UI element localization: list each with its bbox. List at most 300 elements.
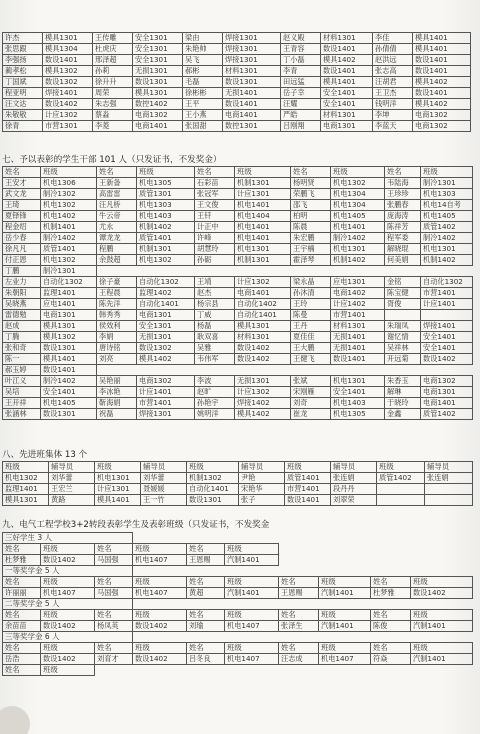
table-cell: 李青 (281, 66, 321, 77)
table-cell: 梁永晶 (291, 277, 331, 288)
table-cell: 韦陆海 (385, 178, 421, 189)
table-cell: 电商1301 (41, 310, 97, 321)
table-cell: 黄超 (187, 588, 225, 599)
table-cell: 模具1301 (235, 321, 291, 332)
table-cell: 数设1402 (41, 621, 95, 632)
table-cell: 赵杰 (195, 288, 235, 299)
table-cell: 杜梦雅 (371, 588, 411, 599)
table-cell: 吴艳丽 (97, 376, 137, 387)
table-cell: 数设1401 (331, 354, 385, 365)
table-header-cell: 班级 (285, 462, 331, 473)
table-cell: 马国强 (95, 588, 133, 599)
table-cell: 数设1301 (223, 77, 281, 88)
table-row (3, 621, 473, 632)
table-cell: 孙莉 (93, 66, 133, 77)
table-cell: 计应1401 (421, 299, 473, 310)
table-cell: 陈俊 (371, 621, 411, 632)
table-cell: 机电1402 (41, 211, 97, 222)
table-cell: 机电1302 (137, 255, 195, 266)
table-cell: 孙倩倩 (373, 44, 413, 55)
table-cell: 夏佳佳 (291, 332, 331, 343)
table-cell: 应电1401 (41, 299, 97, 310)
table-row (3, 66, 471, 77)
table-header-cell: 姓名 (3, 167, 41, 178)
table-row (3, 222, 473, 233)
table-cell (425, 495, 473, 506)
table-cell: 数设1302 (137, 343, 195, 354)
table-row (3, 299, 473, 310)
table-header-cell: 姓名 (95, 577, 133, 588)
section7-table (2, 166, 473, 420)
table-cell: 电商1302 (413, 110, 471, 121)
table-header-cell: 姓名 (371, 577, 411, 588)
table-cell: 张子 (239, 495, 285, 506)
table-cell: 模具1304 (43, 44, 93, 55)
table-header-cell: 班级 (133, 577, 187, 588)
table-cell (133, 632, 473, 643)
table-cell: 郝玉婷 (3, 365, 41, 376)
table-cell: 夏铎锋 (3, 211, 41, 222)
table-row (3, 288, 473, 299)
table-cell: 材料1301 (223, 66, 281, 77)
table-header-cell: 姓名 (187, 544, 225, 555)
table-header-cell: 姓名 (187, 643, 225, 654)
table-cell: 赵旷 (195, 387, 235, 398)
table-cell: 数设1301 (41, 343, 97, 354)
table-cell: 王恩赐 (187, 555, 225, 566)
table-cell (421, 310, 473, 321)
table-header-cell: 姓名 (187, 610, 225, 621)
table-header-row (3, 167, 473, 178)
table-cell: 杨磊 (195, 321, 235, 332)
table-header-cell: 辅导员 (239, 462, 285, 473)
table-cell: 数控1301 (223, 121, 281, 132)
table-cell: 耿双喜 (195, 332, 235, 343)
table-row (3, 110, 471, 121)
table-cell: 刘瑜 (187, 621, 225, 632)
table-cell: 自动化1302 (137, 277, 195, 288)
table-row (3, 55, 471, 66)
table-header-cell: 班级 (41, 167, 97, 178)
table-header-row (3, 544, 473, 555)
table-header-cell: 班级 (411, 643, 473, 654)
table-cell: 于晓玲 (385, 398, 421, 409)
table-cell: 丁威 (195, 310, 235, 321)
table-cell: 机电1302 (41, 200, 97, 211)
table-cell: 王靖 (195, 277, 235, 288)
table-cell: 汽制1401 (225, 588, 279, 599)
table-header-cell: 姓名 (291, 167, 331, 178)
table-header-cell: 辅导员 (49, 462, 95, 473)
table-cell: 机电1303 (421, 189, 473, 200)
table-cell: 宋艳华 (239, 484, 285, 495)
table-cell: 焊接1401 (43, 88, 93, 99)
table-cell: 谢忆情 (385, 332, 421, 343)
table-cell: 石彩苗 (195, 178, 235, 189)
section8-title: 八、先进班集体 13 个 (2, 450, 88, 460)
table-cell: 机电1305 (331, 409, 385, 420)
table-cell: 岳少春 (3, 233, 41, 244)
table-cell: 朱宏鹏 (291, 233, 331, 244)
table-cell: 左业力 (3, 277, 41, 288)
table-header-cell: 姓名 (97, 167, 137, 178)
table-cell: 朱香玉 (385, 376, 421, 387)
table-cell: 谭龙龙 (97, 233, 137, 244)
top-roster-table (2, 32, 471, 132)
table-cell: 李菱 (93, 121, 133, 132)
table-header-cell: 姓名 (371, 643, 411, 654)
table-cell: 王宇楠 (291, 244, 331, 255)
table-cell: 刘翠荣 (331, 495, 377, 506)
table-cell: 王琦 (3, 200, 41, 211)
table-cell: 数设1401 (285, 495, 331, 506)
table-header-row (3, 643, 473, 654)
table-cell: 朱瑞凤 (385, 321, 421, 332)
table-cell: 焊接1301 (223, 33, 281, 44)
table-row (3, 321, 473, 332)
group-label-row (3, 566, 473, 577)
table-cell: 聂媛媛 (141, 484, 187, 495)
table-cell: 王新备 (97, 178, 137, 189)
table-cell: 赵洪远 (373, 55, 413, 66)
table-cell: 王青容 (281, 44, 321, 55)
table-row (3, 654, 473, 665)
table-cell: 安全1401 (421, 343, 473, 354)
table-cell: 计应1302 (235, 277, 291, 288)
table-cell: 材料1301 (321, 33, 373, 44)
table-cell: 自动化1401 (235, 310, 291, 321)
table-header-cell: 班级 (319, 643, 371, 654)
table-cell: 胥俊 (385, 299, 421, 310)
table-header-cell: 姓名 (279, 643, 319, 654)
table-cell: 崔龙 (291, 409, 331, 420)
table-cell: 张国甜 (183, 121, 223, 132)
table-cell: 无损1301 (133, 66, 183, 77)
table-cell: 模具1402 (137, 354, 195, 365)
table-row (3, 588, 473, 599)
table-cell: 模具1402 (235, 409, 291, 420)
table-header-cell: 班级 (41, 665, 95, 676)
table-row (3, 266, 473, 277)
table-header-cell: 班级 (137, 167, 195, 178)
table-cell: 机制1401 (41, 222, 97, 233)
table-header-cell: 姓名 (279, 610, 319, 621)
table-cell: 模具1302 (41, 332, 97, 343)
table-row (3, 376, 473, 387)
table-header-cell: 班级 (41, 577, 95, 588)
table-header-row (3, 610, 473, 621)
table-row (3, 211, 473, 222)
table-cell: 机电1301 (331, 376, 385, 387)
table-cell: 赵成 (3, 321, 41, 332)
table-cell: 模具1401 (41, 354, 97, 365)
table-row (3, 88, 471, 99)
table-cell: 徐子豪 (97, 277, 137, 288)
table-cell: 机电1407 (319, 654, 371, 665)
table-cell: 严皓 (281, 110, 321, 121)
table-header-cell: 班级 (331, 167, 385, 178)
table-cell: 徐凡凡 (3, 244, 41, 255)
table-header-cell: 姓名 (195, 167, 235, 178)
table-cell: 机电1401 (235, 222, 291, 233)
table-cell: 计应1402 (331, 299, 385, 310)
table-cell (97, 365, 473, 376)
table-cell: 程金绍 (3, 222, 41, 233)
table-cell: 焊接1402 (235, 398, 291, 409)
table-cell: 材料1301 (321, 110, 373, 121)
table-cell: 姚明洋 (195, 409, 235, 420)
table-cell: 计应1301 (235, 189, 291, 200)
table-cell: 吴祥林 (385, 343, 421, 354)
group-label-row (3, 533, 473, 544)
table-cell: 宋刚雁 (291, 387, 331, 398)
table-cell: 电商1301 (321, 121, 373, 132)
table-cell: 模具1301 (43, 33, 93, 44)
table-row (3, 77, 471, 88)
table-cell: 杨宗县 (195, 299, 235, 310)
table-cell: 黄路 (49, 495, 95, 506)
table-cell: 电商1401 (235, 288, 291, 299)
table-cell: 开远菊 (385, 354, 421, 365)
table-cell: 王丹 (291, 321, 331, 332)
table-cell: 汪凡桥 (97, 200, 137, 211)
table-row (3, 387, 473, 398)
table-cell: 数设1402 (41, 654, 95, 665)
table-cell: 雷德勉 (3, 310, 41, 321)
table-cell: 市营1401 (285, 484, 331, 495)
table-cell: 机电1407 (133, 555, 187, 566)
table-header-cell: 姓名 (95, 610, 133, 621)
table-cell: 朱敬敬 (3, 110, 43, 121)
table-row (3, 255, 473, 266)
table-cell (97, 266, 473, 277)
table-cell: 机电1405 (331, 211, 385, 222)
table-header-cell: 姓名 (95, 643, 133, 654)
table-cell: 徐升升 (93, 77, 133, 88)
table-cell: 徐青 (3, 121, 43, 132)
table-cell: 梁由 (183, 33, 223, 44)
table-row (3, 277, 473, 288)
table-header-cell: 班级 (3, 462, 49, 473)
table-cell: 电商1401 (133, 121, 183, 132)
group-label: 三好学生 3 人 (3, 533, 133, 544)
table-cell: 王宏兰 (49, 484, 95, 495)
table-cell: 金铭 (385, 277, 421, 288)
table-cell (279, 544, 473, 555)
table-cell: 安全1401 (321, 88, 373, 99)
table-header-cell: 班级 (187, 462, 239, 473)
table-cell: 制冷1301 (41, 266, 97, 277)
table-cell: 岳浩 (3, 654, 41, 665)
table-cell: 张和奇 (3, 343, 41, 354)
table-cell: 许杰 (3, 33, 43, 44)
group-label: 二等奖学金 5 人 (3, 599, 133, 610)
table-cell (279, 555, 473, 566)
table-cell: 陈曼 (291, 310, 331, 321)
table-cell: 监理1401 (3, 484, 49, 495)
table-cell: 刘华蕾 (141, 473, 187, 484)
table-cell: 机电1304 (331, 200, 385, 211)
table-cell: 王大鹏 (291, 343, 331, 354)
table-cell: 王开祥 (3, 398, 41, 409)
table-header-cell: 姓名 (3, 610, 41, 621)
table-cell: 安全1301 (133, 55, 183, 66)
table-header-cell: 班级 (319, 610, 371, 621)
table-cell: 王一竹 (141, 495, 187, 506)
table-cell: 电商1302 (137, 376, 195, 387)
table-cell: 柏明 (291, 211, 331, 222)
table-header-row (3, 462, 473, 473)
table-header-cell: 班级 (421, 167, 473, 178)
table-cell: 无损1301 (235, 376, 291, 387)
table-row (3, 233, 473, 244)
table-cell (133, 566, 473, 577)
table-cell: 模具1301 (3, 495, 49, 506)
table-cell: 王小燕 (183, 110, 223, 121)
table-cell: 机电1302 (41, 255, 97, 266)
table-cell: 数设1402 (411, 588, 473, 599)
table-cell: 毛磊 (183, 77, 223, 88)
table-cell: 数设1402 (43, 99, 93, 110)
table-cell: 计应1302 (43, 110, 93, 121)
table-header-cell: 班级 (95, 462, 141, 473)
table-row (3, 121, 471, 132)
table-cell: 叶江义 (3, 376, 41, 387)
table-cell: 自动化1401 (187, 484, 239, 495)
table-cell: 张连娟 (331, 473, 377, 484)
table-cell: 无损1301 (137, 332, 195, 343)
table-cell: 数设1401 (43, 55, 93, 66)
table-cell: 李佳 (373, 33, 413, 44)
table-cell: 制冷1302 (41, 189, 97, 200)
table-cell: 市营1401 (421, 288, 473, 299)
table-cell: 汪志成 (279, 654, 319, 665)
table-header-cell: 班级 (225, 610, 279, 621)
table-cell: 张泽生 (279, 621, 319, 632)
table-cell: 丁国斌 (3, 77, 43, 88)
table-header-cell: 班级 (133, 544, 187, 555)
table-cell: 尤永 (97, 222, 137, 233)
table-header-row (3, 577, 473, 588)
table-header-cell: 班级 (225, 643, 279, 654)
table-cell: 市营1401 (331, 310, 385, 321)
table-cell: 机电1301 (235, 244, 291, 255)
table-cell: 机电1401 (235, 200, 291, 211)
table-cell: 机电1407 (225, 621, 279, 632)
table-cell: 数设1401 (223, 99, 281, 110)
table-header-cell: 姓名 (371, 610, 411, 621)
table-cell: 安全1301 (133, 33, 183, 44)
table-cell: 模具1401 (413, 44, 471, 55)
table-cell: 汽制1401 (411, 654, 473, 665)
table-cell: 监理1401 (41, 288, 97, 299)
table-cell: 机电1301 (95, 473, 141, 484)
table-cell: 电商1401 (421, 398, 473, 409)
table-cell (95, 665, 473, 676)
table-cell: 机电1405 (421, 211, 473, 222)
table-header-row (3, 665, 473, 676)
table-cell: 解琳 (385, 387, 421, 398)
table-cell (133, 533, 473, 544)
table-cell: 安全1401 (41, 387, 97, 398)
table-cell: 霍泽琴 (291, 255, 331, 266)
table-cell: 解晓琨 (385, 244, 421, 255)
table-cell: 陈宝健 (385, 288, 421, 299)
table-row (3, 409, 473, 420)
table-cell: 王钎 (195, 211, 235, 222)
table-cell: 丁小磊 (281, 55, 321, 66)
table-cell: 汽制1401 (225, 555, 279, 566)
section9-title: 九、电气工程学校3+2转段表彰学生及表彰班级（只发证书，不发奖金 (2, 520, 270, 530)
table-cell: 质管1301 (137, 189, 195, 200)
table-cell: 王玲 (291, 299, 331, 310)
table-header-cell: 姓名 (385, 167, 421, 178)
table-cell: 程军委 (385, 233, 421, 244)
table-cell: 电商1302 (133, 110, 183, 121)
table-cell: 焊接1301 (223, 55, 281, 66)
table-cell: 付正恩 (3, 255, 41, 266)
table-row (3, 555, 473, 566)
table-cell: 机电1405 (41, 398, 97, 409)
table-cell: 电商1401 (223, 110, 281, 121)
group-label: 三等奖学金 6 人 (3, 632, 133, 643)
table-cell: 刘育才 (95, 654, 133, 665)
table-cell: 孙砺 (195, 255, 235, 266)
table-cell: 许丽丽 (3, 588, 41, 599)
table-cell: 陈祥芳 (385, 222, 421, 233)
table-cell: 机电1407 (225, 654, 279, 665)
table-cell (385, 310, 421, 321)
table-cell: 数设1402 (421, 354, 473, 365)
table-row (3, 332, 473, 343)
table-cell: 孙沐清 (291, 288, 331, 299)
table-cell: 余鼓超 (97, 255, 137, 266)
table-cell: 杜虎庆 (93, 44, 133, 55)
table-cell: 张连娟 (425, 473, 473, 484)
table-cell: 数设1301 (133, 77, 183, 88)
table-cell: 无损1401 (331, 343, 385, 354)
table-cell: 数设1401 (413, 88, 471, 99)
table-cell: 汽制1401 (319, 588, 371, 599)
table-header-cell: 辅导员 (331, 462, 377, 473)
table-cell: 吴培 (3, 387, 41, 398)
table-cell: 制冷1402 (331, 233, 385, 244)
table-cell: 模具1301 (41, 321, 97, 332)
table-cell (377, 495, 425, 506)
table-cell: 机电14自考 (421, 200, 473, 211)
table-header-cell: 班级 (225, 577, 279, 588)
table-cell: 计应1301 (95, 484, 141, 495)
table-cell: 数设1401 (413, 55, 471, 66)
table-header-cell: 姓名 (187, 577, 225, 588)
table-cell: 电商1302 (413, 121, 471, 132)
table-cell: 无损1401 (223, 88, 281, 99)
table-cell: 计应1401 (137, 387, 195, 398)
table-cell: 王珍珍 (385, 189, 421, 200)
table-cell: 机电1403 (331, 398, 385, 409)
table-cell: 机电1302 (3, 473, 49, 484)
table-header-cell: 班级 (411, 610, 473, 621)
table-cell (377, 484, 425, 495)
table-header-cell: 姓名 (3, 643, 41, 654)
table-header-cell: 辅导员 (425, 462, 473, 473)
table-cell: 杜梦雅 (3, 555, 41, 566)
table-row (3, 365, 473, 376)
table-header-cell: 班级 (235, 167, 291, 178)
table-cell: 周荣 (93, 88, 133, 99)
table-row (3, 398, 473, 409)
table-cell: 安全1401 (421, 332, 473, 343)
